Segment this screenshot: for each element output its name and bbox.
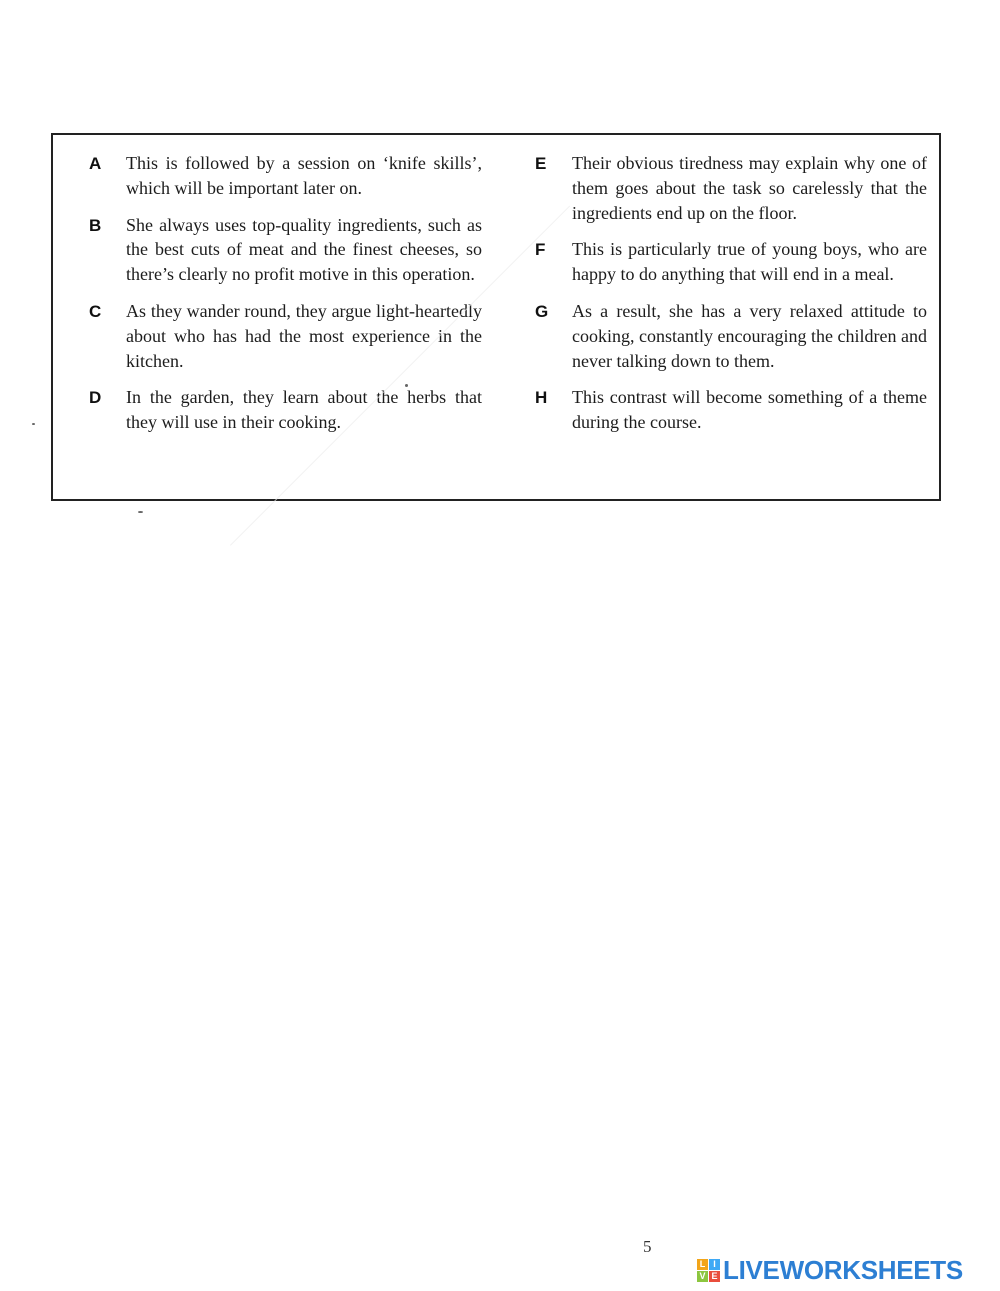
option-item <box>535 385 927 435</box>
options-column-left <box>89 151 482 447</box>
scan-speck <box>138 511 143 513</box>
option-item <box>89 151 482 201</box>
option-letter: E <box>535 154 547 173</box>
scan-speck <box>405 384 408 387</box>
option-letter: A <box>89 154 102 173</box>
option-letter: D <box>89 388 102 408</box>
option-text: In the garden, they learn about the herbs that they will use in their cooking. <box>126 387 482 433</box>
option-text: This is followed by a session on ‘knife skills’, which will be important later on. <box>126 153 482 198</box>
logo-cell: L <box>697 1259 708 1270</box>
options-column-right <box>535 151 927 447</box>
option-letter: F <box>535 240 546 260</box>
option-text: This contrast will become something of a theme during the course. <box>572 387 927 433</box>
logo-grid-icon <box>697 1259 720 1282</box>
page-number: 5 <box>643 1237 652 1256</box>
option-item <box>89 299 482 373</box>
option-text: She always uses top-quality ingredients, such as the best cuts of meat and the finest cheeses, so there’s clearly no profit motive in this operation. <box>126 214 482 285</box>
liveworksheets-logo <box>697 1255 963 1285</box>
option-letter: H <box>535 388 548 408</box>
logo-cell: V <box>697 1271 708 1282</box>
option-item <box>535 299 927 373</box>
options-box <box>51 133 941 501</box>
option-letter: B <box>89 215 102 235</box>
option-letter: C <box>89 301 102 321</box>
logo-text: LIVEWORKSHEETS <box>723 1254 963 1285</box>
option-text: This is particularly true of young boys, who are happy to do anything that will end in a meal. <box>572 239 927 285</box>
option-text: As a result, she has a very relaxed attitude to cooking, constantly encouraging the children and never talking down to them. <box>572 300 927 371</box>
option-text: As they wander round, they argue light-heartedly about who has had the most experience in the kitchen. <box>126 300 482 371</box>
option-item <box>89 213 482 287</box>
option-item <box>535 237 927 287</box>
logo-cell: E <box>709 1271 720 1282</box>
option-letter: G <box>535 301 549 321</box>
logo-cell: I <box>709 1259 720 1270</box>
option-item <box>89 385 482 435</box>
option-item <box>535 151 927 225</box>
scan-speck <box>32 423 35 425</box>
option-text: Their obvious tiredness may explain why one of them goes about the task so carelessly that the ingredients end up on the floor. <box>572 153 927 223</box>
